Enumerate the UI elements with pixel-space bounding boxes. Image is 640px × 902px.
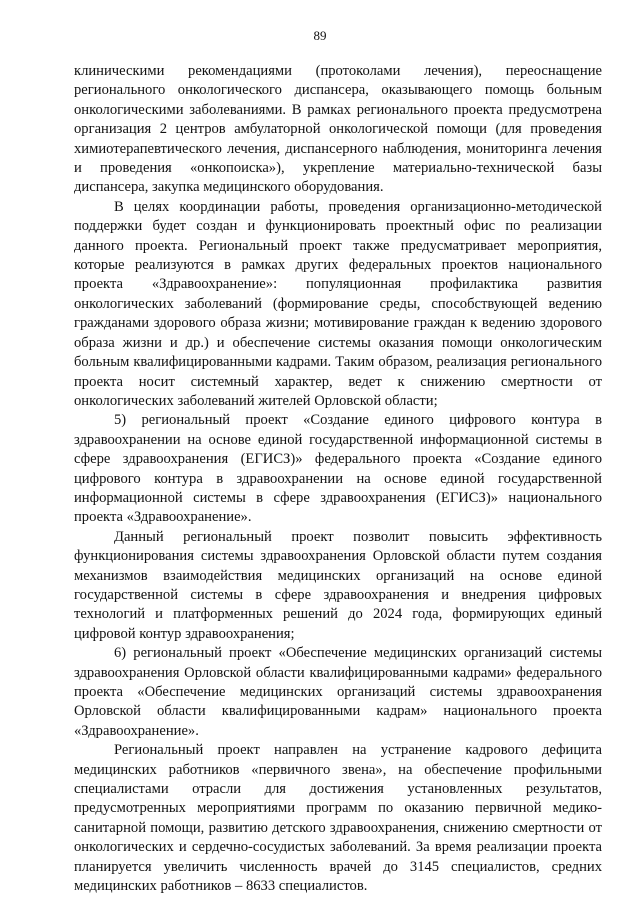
paragraph-digital-contour: Данный региональный проект позволит повысить эффективность функционирования системы здравоохранения Орловской области путем создания механизмов взаимодействия медицинских организаций на основе единой государственной системы в сфере здравоохранения и внедрения цифровых технологий и платформенных решений до 2024 года, формирующих единый цифровой контур здравоохранения; — [74, 528, 602, 642]
paragraph-item-5: 5) региональный проект «Создание единого цифрового контура в здравоохранении на основе единой государственной информационной системы в сфере здравоохранения (ЕГИСЗ)» федерального проекта «Создание единого цифрового контура в здравоохранении на основе единой государственной информационной системы в сфере здравоохранения (ЕГИСЗ)» национального проекта «Здравоохранение». — [74, 412, 602, 526]
paragraph-coordination: В целях координации работы, проведения организационно-методической поддержки будет создан и функционировать проектный офис по реализации данного проекта. Региональный проект также предусматривает мероприятия, которые реализуются в рамках других федеральных проектов национального проекта «Здравоохранение»: популяционная профилактика развития онкологических заболеваний (формирование среды, способствующей ведению гражданами здорового образа жизни; мотивирование граждан к ведению здорового образа жизни и др.) и обеспечение системы оказания помощи онкологическим больным квалифицированными кадрами. Таким образом, реализация регионального проекта носит системный характер, ведет к снижению смертности от онкологических заболеваний жителей Орловской области; — [74, 198, 602, 409]
page-number: 89 — [313, 28, 327, 43]
body-text — [74, 62, 602, 896]
paragraph-continuation: клиническими рекомендациями (протоколами лечения), переоснащение регионального онкологического диспансера, оказывающего помощь больным онкологическими заболеваниями. В рамках регионального проекта предусмотрена организация 2 центров амбулаторной онкологической помощи (для проведения химиотерапевтического лечения, диспансерного наблюдения, мониторинга лечения и проведения «онкопоиска»), укрепление материально-технической базы диспансера, закупка медицинского оборудования. — [74, 63, 602, 196]
paragraph-staffing: Региональный проект направлен на устранение кадрового дефицита медицинских работников «первичного звена», на обеспечение профильными специалистами отрасли для достижения установленных результатов, предусмотренных мероприятиями программ по оказанию первичной медико-санитарной помощи, развитию детского здравоохранения, снижению смертности от онкологических и сердечно-сосудистых заболеваний. За время реализации проекта планируется увеличить численность врачей до 3145 специалистов, средних медицинских работников – 8633 специалистов. — [74, 742, 602, 895]
paragraph-item-6: 6) региональный проект «Обеспечение медицинских организаций системы здравоохранения Орловской области квалифицированными кадрами» федерального проекта «Обеспечение медицинских организаций системы здравоохранения Орловской области квалифицированными кадрам» национального проекта «Здравоохранение». — [74, 645, 602, 739]
